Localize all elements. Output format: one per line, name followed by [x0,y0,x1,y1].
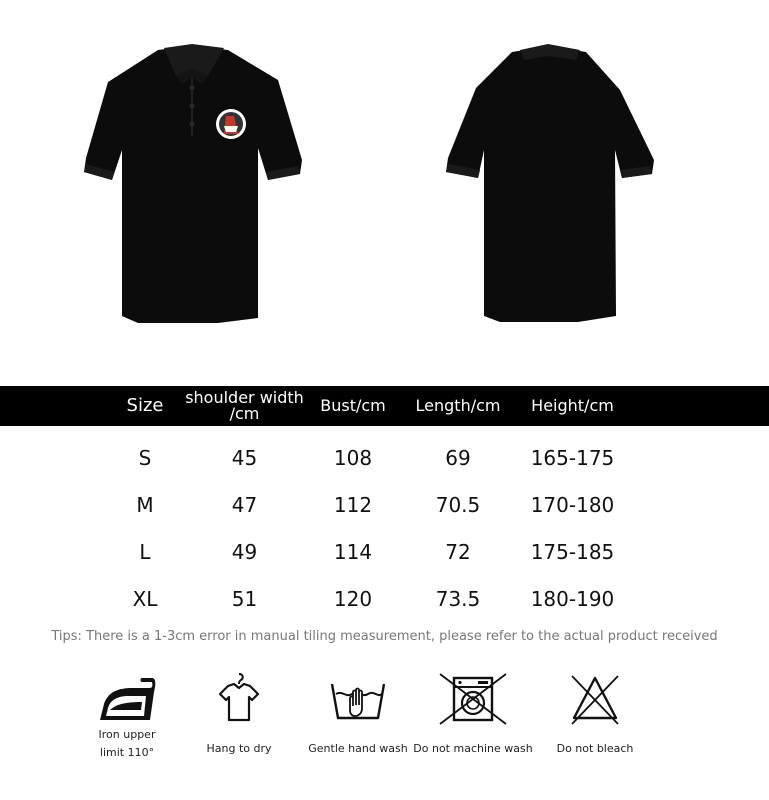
cell-height: 170-180 [530,492,615,517]
cell-length: 73.5 [435,586,481,611]
cell-bust: 114 [333,539,373,564]
hand-wash-icon [328,670,388,726]
product-images [0,0,769,370]
cell-size: S [138,445,152,470]
iron-icon [96,670,158,726]
table-row [0,575,769,622]
cell-height: 165-175 [530,445,615,470]
polo-shirt-front-icon [78,40,308,325]
care-label-line2: limit 110° [99,746,155,759]
table-row [0,481,769,528]
cell-shoulder: 45 [231,445,258,470]
header-size: Size [126,395,164,416]
polo-shirt-back-icon [440,40,660,325]
header-shoulder-line1: shoulder width [185,388,304,407]
care-label-line1: Iron upper [98,728,156,741]
table-row [0,528,769,575]
cell-height: 180-190 [530,586,615,611]
cell-bust: 108 [333,445,373,470]
size-table [0,386,769,622]
care-label-line1: Do not machine wash [413,742,533,755]
table-row [0,434,769,481]
cell-shoulder: 51 [231,586,258,611]
cell-size: L [139,539,151,564]
care-item-iron [67,670,187,762]
header-shoulder-width [182,386,307,426]
cell-bust: 120 [333,586,373,611]
cell-shoulder: 49 [231,539,258,564]
care-item-no-machine-wash [413,670,533,758]
care-item-hang-dry [179,670,299,758]
cell-shoulder: 47 [231,492,258,517]
care-instructions [0,670,769,780]
header-shoulder-line2: /cm [229,404,260,423]
no-machine-wash-icon [438,670,508,726]
care-label-line1: Gentle hand wash [308,742,408,755]
cell-height: 175-185 [530,539,615,564]
care-label-line1: Hang to dry [206,742,272,755]
cell-length: 69 [445,445,471,470]
care-item-hand-wash [298,670,418,758]
cell-length: 72 [445,539,471,564]
no-bleach-icon [568,670,622,726]
table-header [0,386,769,426]
header-length: Length/cm [415,396,501,415]
cell-size: M [136,492,154,517]
care-item-no-bleach [535,670,655,758]
header-height: Height/cm [531,396,614,415]
cell-bust: 112 [333,492,373,517]
measurement-tips: Tips: There is a 1-3cm error in manual tiling measurement, please refer to the actual product received [51,629,718,644]
care-label-line1: Do not bleach [556,742,634,755]
hanger-shirt-icon [214,670,264,726]
header-bust: Bust/cm [320,396,386,415]
cell-length: 70.5 [435,492,481,517]
cell-size: XL [132,586,158,611]
